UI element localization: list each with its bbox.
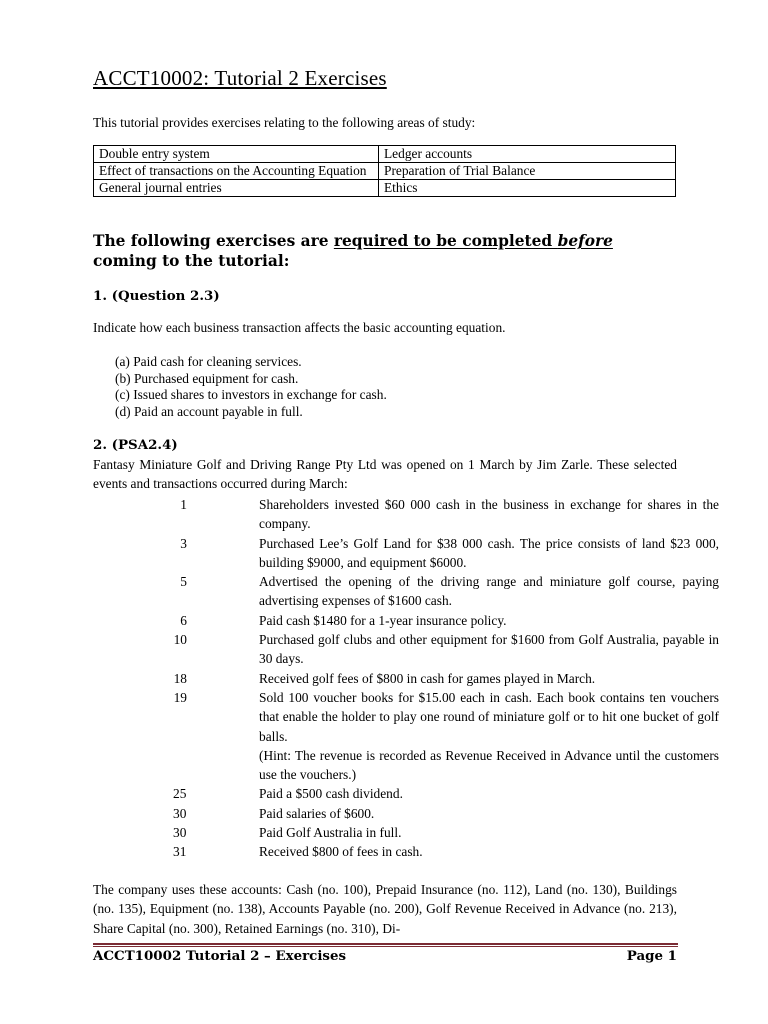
table-row (94, 146, 676, 163)
event-row (93, 688, 719, 746)
event-row (93, 611, 719, 630)
event-row (93, 495, 719, 534)
event-text: Purchased Lee’s Golf Land for $38 000 cash. The price consists of land $23 000, building $9000, and equipment $6000. (259, 535, 719, 570)
event-day (93, 746, 187, 785)
table-cell: Preparation of Trial Balance (379, 163, 676, 180)
event-row (93, 630, 719, 669)
event-day: 5 (180, 574, 187, 590)
table-cell: Double entry system (94, 146, 379, 163)
requirement-emphasis: before (557, 232, 613, 250)
event-row (93, 534, 719, 573)
footer-rule-thin (93, 946, 678, 947)
requirement-text-end: coming to the tutorial: (93, 252, 290, 270)
event-text: Paid salaries of $600. (259, 805, 375, 821)
event-row (93, 842, 719, 861)
event-text: Received golf fees of $800 in cash for games played in March. (259, 670, 596, 686)
intro-text: This tutorial provides exercises relating to the following areas of study: (93, 115, 476, 130)
event-row (93, 746, 719, 785)
event-day: 3 (180, 535, 187, 551)
event-day: 25 (173, 786, 187, 802)
event-day: 18 (173, 670, 187, 686)
event-text: Sold 100 voucher books for $15.00 each in cash. Each book contains ten vouchers that enable the holder to play one round of miniature golf or to hit one bucket of golf balls. (259, 689, 719, 744)
event-text: Received $800 of fees in cash. (259, 844, 423, 860)
event-text: Purchased golf clubs and other equipment for $1600 from Golf Australia, payable in 30 days. (259, 632, 719, 667)
event-row (93, 572, 719, 611)
list-item: (d) Paid an account payable in full. (115, 403, 303, 419)
table-cell: Ledger accounts (379, 146, 676, 163)
event-row (93, 804, 719, 823)
event-text: Advertised the opening of the driving range and miniature golf course, paying advertising expenses of $1600 cash. (259, 574, 719, 609)
question-2-intro: Fantasy Miniature Golf and Driving Range Pty Ltd was opened on 1 March by Jim Zarle. These selected events and transactions occurred during March: (93, 457, 677, 491)
event-row (93, 823, 719, 842)
footer-rule (93, 943, 678, 945)
event-day: 1 (180, 497, 187, 512)
question-1-instruction: Indicate how each business transaction affects the basic accounting equation. (93, 320, 506, 335)
event-day: 30 (173, 825, 187, 841)
requirement-heading (93, 231, 678, 271)
event-day: 10 (173, 632, 187, 648)
requirement-text: The following exercises are (93, 232, 334, 250)
event-text: Paid Golf Australia in full. (259, 825, 402, 841)
event-day: 19 (173, 689, 187, 705)
table-cell: General journal entries (94, 180, 379, 197)
event-hint: (Hint: The revenue is recorded as Revenue Received in Advance until the customers use the vouchers.) (259, 747, 719, 783)
event-day: 31 (173, 844, 187, 860)
footer-title: ACCT10002 Tutorial 2 – Exercises (93, 948, 347, 964)
list-item: (a) Paid cash for cleaning services. (115, 354, 302, 369)
event-day: 6 (180, 612, 187, 628)
events-list (93, 495, 719, 862)
page-number: Page 1 (626, 948, 677, 964)
question-1-items (115, 354, 387, 420)
table-cell: Effect of transactions on the Accounting Equation (94, 163, 379, 180)
event-day: 30 (173, 805, 187, 821)
page-title: ACCT10002: Tutorial 2 Exercises (93, 66, 387, 90)
study-areas-table (93, 145, 676, 197)
table-cell: Ethics (379, 180, 676, 197)
event-text: Paid cash $1480 for a 1-year insurance policy. (259, 612, 507, 628)
table-row (94, 163, 676, 180)
table-row (94, 180, 676, 197)
list-item: (c) Issued shares to investors in exchange for cash. (115, 387, 387, 402)
question-1-heading: 1. (Question 2.3) (93, 288, 220, 304)
question-2-heading: 2. (PSA2.4) (93, 437, 178, 453)
event-row (93, 784, 719, 803)
event-text: Paid a $500 cash dividend. (259, 786, 403, 802)
event-row (93, 669, 719, 688)
requirement-underlined: required to be completed before (333, 232, 613, 250)
list-item: (b) Purchased equipment for cash. (115, 370, 299, 386)
accounts-paragraph: The company uses these accounts: Cash (no. 100), Prepaid Insurance (no. 112), Land (no. 130), Buildings (no. 135), Equipment (no. 138), Accounts Payable (no. 200), Golf Revenue Received in Advance (no. 213), Share Capital (no. 300), Retained Earnings (no. 310), Di- (93, 882, 677, 936)
event-text: Shareholders invested $60 000 cash in the business in exchange for shares in the company. (259, 497, 719, 532)
